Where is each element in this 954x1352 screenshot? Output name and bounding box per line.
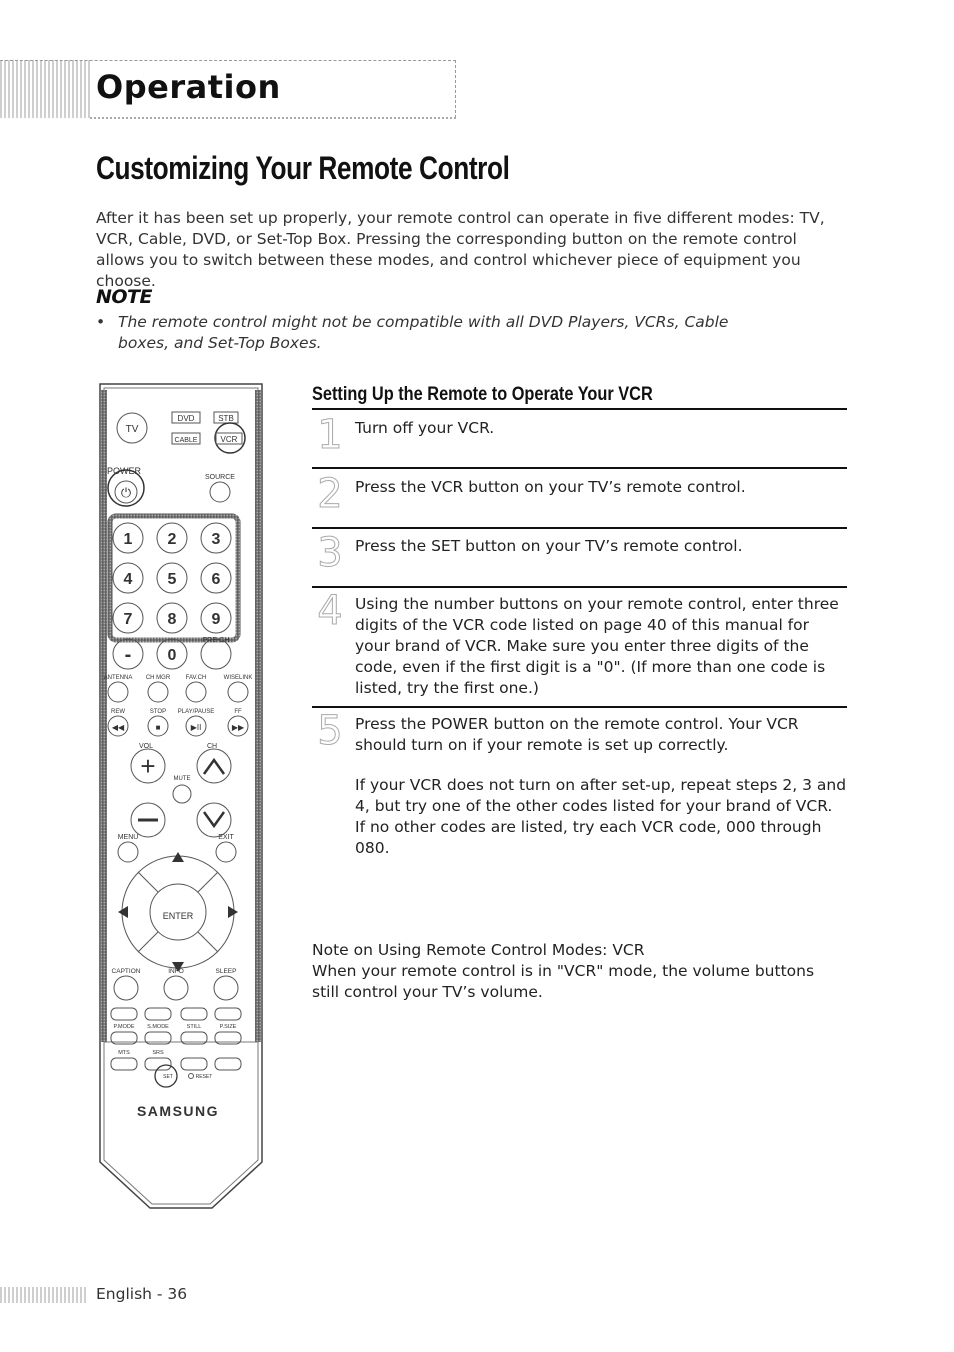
section-heading: Setting Up the Remote to Operate Your VCR xyxy=(312,384,847,410)
remote-label: FAV.CH xyxy=(185,675,207,681)
transport-icon: ■ xyxy=(155,723,161,732)
mode-note-title: Note on Using Remote Control Modes: VCR xyxy=(312,941,645,959)
remote-control-illustration xyxy=(96,382,266,1210)
ch-label: CH xyxy=(206,743,218,750)
divider xyxy=(312,467,847,469)
remote-label: REW xyxy=(111,709,125,715)
remote-label: CH MGR xyxy=(145,675,171,681)
dvd-mode-button: DVD xyxy=(177,414,195,423)
menu-label: MENU xyxy=(117,834,139,841)
step-5-retry-text: If your VCR does not turn on after set-up, repeat steps 2, 3 and 4, but try one of the other codes listed for your brand of VCR. xyxy=(355,776,847,815)
stb-mode-button: STB xyxy=(218,414,234,423)
divider xyxy=(312,586,847,588)
exit-label: EXIT xyxy=(218,834,234,841)
vol-label: VOL xyxy=(138,743,154,750)
remote-label: PLAY/PAUSE xyxy=(177,709,215,715)
intro-paragraph: After it has been set up properly, your remote control can operate in five different modes: TV, VCR, Cable, DVD, or Set-Top Box. Pressing the corresponding button on the remote control allows you to switch between these modes, and control whichever piece of equipment you choose. xyxy=(96,209,825,290)
remote-label: SRS xyxy=(152,1050,164,1056)
enter-label: ENTER xyxy=(162,911,194,921)
digit-label: 5 xyxy=(167,571,177,588)
step-5-fallback-text: If no other codes are listed, try each VCR code, 000 through 080. xyxy=(355,818,822,857)
mode-note-text: When your remote control is in "VCR" mode, the volume buttons still control your TV’s volume. xyxy=(312,962,815,1001)
source-label: SOURCE xyxy=(205,474,235,481)
digit-label: 4 xyxy=(123,571,133,588)
remote-label: CAPTION xyxy=(111,968,141,975)
note-body xyxy=(96,312,776,354)
remote-label: WISELINK xyxy=(223,675,253,681)
step-number: 1 xyxy=(317,412,343,458)
mode-note xyxy=(312,940,832,1003)
header-underline xyxy=(90,117,456,119)
remote-label: ANTENNA xyxy=(103,675,133,681)
remote-label: P.SIZE xyxy=(219,1024,237,1030)
step-number: 3 xyxy=(317,530,343,576)
remote-label: S.MODE xyxy=(147,1024,169,1030)
digit-label: 3 xyxy=(211,531,221,548)
remote-label: SLEEP xyxy=(215,968,237,975)
plus-icon: + xyxy=(140,751,156,781)
remote-label: MTS xyxy=(118,1050,130,1056)
set-label: SET xyxy=(163,1074,173,1080)
digit-label: 9 xyxy=(211,611,221,628)
reset-label: RESET xyxy=(195,1074,213,1080)
note-heading: NOTE xyxy=(96,286,152,308)
transport-icon: ◀◀ xyxy=(111,723,125,732)
mute-label: MUTE xyxy=(173,776,191,782)
transport-icon: ▶▶ xyxy=(231,723,245,732)
remote-label: P.MODE xyxy=(113,1024,135,1030)
digit-label: 7 xyxy=(123,611,133,628)
prech-label: PRE-CH xyxy=(202,637,230,644)
section-header xyxy=(0,60,456,118)
digit-label: 0 xyxy=(167,647,177,664)
step-number: 4 xyxy=(317,588,343,634)
digit-label: 8 xyxy=(167,611,177,628)
cable-mode-button: CABLE xyxy=(174,437,198,444)
samsung-logo: SAMSUNG xyxy=(136,1103,220,1119)
remote-label: FF xyxy=(234,709,242,715)
remote-label: STOP xyxy=(149,709,167,715)
step-number: 2 xyxy=(317,471,343,517)
section-title: Operation xyxy=(96,68,281,106)
step-text: Turn off your VCR. xyxy=(355,419,495,437)
vcr-mode-button: VCR xyxy=(220,435,238,444)
remote-label: STILL xyxy=(186,1024,202,1030)
dash-label: - xyxy=(124,644,132,666)
digit-label: 2 xyxy=(167,531,177,548)
step-number: 5 xyxy=(317,708,343,754)
note-text: The remote control might not be compatible with all DVD Players, VCRs, Cable boxes, and Set-Top Boxes. xyxy=(118,313,729,352)
remote-label: INFO xyxy=(168,968,184,975)
page-title: Customizing Your Remote Control xyxy=(96,150,510,186)
power-label: POWER xyxy=(106,466,142,476)
step-text: Press the SET button on your TV’s remote control. xyxy=(355,537,743,555)
step-text: Press the POWER button on the remote control. Your VCR should turn on if your remote is set up correctly. xyxy=(355,715,799,754)
divider xyxy=(312,527,847,529)
transport-icon: ▶II xyxy=(190,723,202,732)
digit-label: 6 xyxy=(211,571,221,588)
step-text: Using the number buttons on your remote control, enter three digits of the VCR code listed on page 40 of this manual for your brand of VCR. Make sure you enter three digits of the code, even if the first digit is a "0". (If more than one code is listed, try the first one.) xyxy=(355,595,839,697)
page-number: English - 36 xyxy=(96,1285,188,1303)
note-bullet: • xyxy=(96,313,106,331)
power-icon: ⏻ xyxy=(120,485,132,500)
divider xyxy=(312,706,847,708)
step-text: Press the VCR button on your TV’s remote control. xyxy=(355,478,746,496)
footer-pattern xyxy=(0,1287,86,1303)
svg-text:TV: TV xyxy=(125,424,139,435)
digit-label: 1 xyxy=(123,531,133,548)
